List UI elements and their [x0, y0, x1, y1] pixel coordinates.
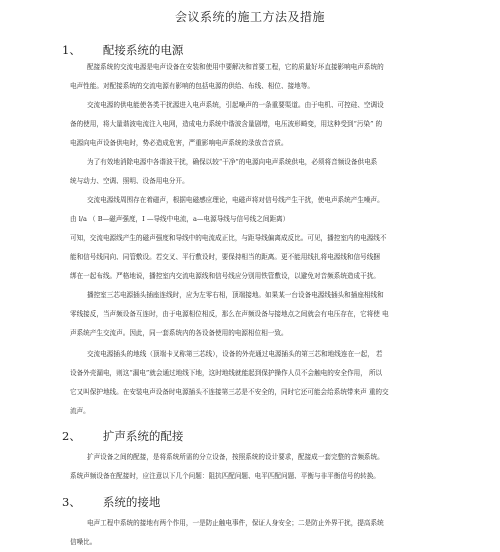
- paragraph-line: 配接系统的交流电源是电声设备在安装和使用中要解决和首要工程，它的质量好坏直接影响电声系统的: [87, 63, 384, 71]
- paragraph-line: 能和信号线同向、同管敷设。若交叉、平行敷设时，要保持相当的距离。更不能用线扎将电源线和信号线捆: [70, 253, 380, 261]
- paragraph-line: 声系统产生交流声。因此，同一套系统内的各设备使用的电源相位相一致。: [70, 329, 288, 337]
- document-title: 会议系统的施工方法及措施: [174, 10, 325, 24]
- section-title: 配接系统的电源: [102, 43, 184, 57]
- section-heading-2: [62, 428, 183, 444]
- paragraph-line: 设备外壳漏电，则这“漏电”就会通过地线下地，这时地线就能起到保护操作人员不会触电的安全作用， 所以: [70, 369, 383, 377]
- paragraph-line: 备的使用，将大量谐波电流注入电网，造成电力系统中谐波含量剧增，电压波形畸变，用这种受到“污染” 的: [70, 120, 383, 128]
- paragraph-line: 绑在一起布线。严格地说，播控室内交流电源线和信号线应分别用铁管敷设，以避免对音频系统造成干扰。: [70, 272, 380, 280]
- paragraph-line: 交流电源的供电能使各类干扰源进入电声系统，引起噪声的一条重要渠道。由于电机、可控硅、空调设: [87, 101, 384, 109]
- paragraph-line: 电声性能。对配接系统的交流电源有影响的包括电源的供给、布线、相位、接地等。: [70, 82, 314, 90]
- paragraph-line: 电声工程中系统的接地有两个作用，一是防止触电事件，保证人身安全；二是防止外界干扰，提高系统: [87, 519, 384, 527]
- section-number: 3、: [62, 495, 81, 509]
- paragraph-line: 统与动力、空调、照明、设备用电分开。: [70, 177, 189, 185]
- section-title: 系统的接地: [102, 495, 161, 509]
- paragraph-line: 系统声频设备在配接时，应注意以下几个问题：阻抗匹配问题、电平匹配问题、平衡与非平衡信号的转换。: [70, 472, 380, 480]
- formula-line: 由 l/a （ B—磁声强度，I —导线中电流，a—电源导线与信号线之间距离）: [70, 215, 290, 223]
- paragraph-line: 播控室三芯电源插头插座连线时，应为左零右相，顶端接地。如果某一台设备电源线插头和插座相线和: [87, 291, 384, 299]
- paragraph-line: 信噪比。: [70, 538, 97, 546]
- section-title: 扩声系统的配接: [102, 429, 184, 443]
- paragraph-line: 可知，交流电源线产生的磁声强度和导线中的电流成正比，与距导线偏离成反比。可见，播控室内的电源线不: [70, 234, 387, 242]
- section-number: 2、: [62, 429, 81, 443]
- paragraph-line: 它又叫保护地线。在安装电声设备时电源插头不连接第三芯是不安全的，同时它还可能会给系统带来声 重的交: [70, 388, 389, 396]
- paragraph-line: 为了有效地消除电源中各谐波干扰，确保以较“干净”的电源向电声系统供电，必须将音频设备供电系: [87, 158, 378, 166]
- section-number: 1、: [62, 43, 81, 57]
- paragraph-line: 零线接反，当声频设备互连时，由于电源相位相反，那么在声频设备与接地点之间就会有电压存在，它将使 电: [70, 310, 389, 318]
- paragraph-line: 流声。: [70, 407, 90, 415]
- paragraph-line: 交流电源插头的地线（顶端卡叉称第三芯线），设备的外壳通过电源插头的第三芯和地线连在一起， 若: [87, 350, 383, 358]
- section-heading-1: [62, 42, 183, 58]
- paragraph-line: 扩声设备之间的配接，是将系统所需的分立设备，按照系统的设计要求，配接成一套完整的音频系统。: [87, 453, 384, 461]
- paragraph-line: 交流电源线周围存在着磁声，根据电磁感应理论，电磁声将对信号线产生干扰，使电声系统产生噪声。: [87, 196, 384, 204]
- paragraph-line: 电源向电声设备供电时，势必造成危害，严重影响电声系统的录放音音质。: [70, 139, 288, 147]
- section-heading-3: [62, 494, 160, 510]
